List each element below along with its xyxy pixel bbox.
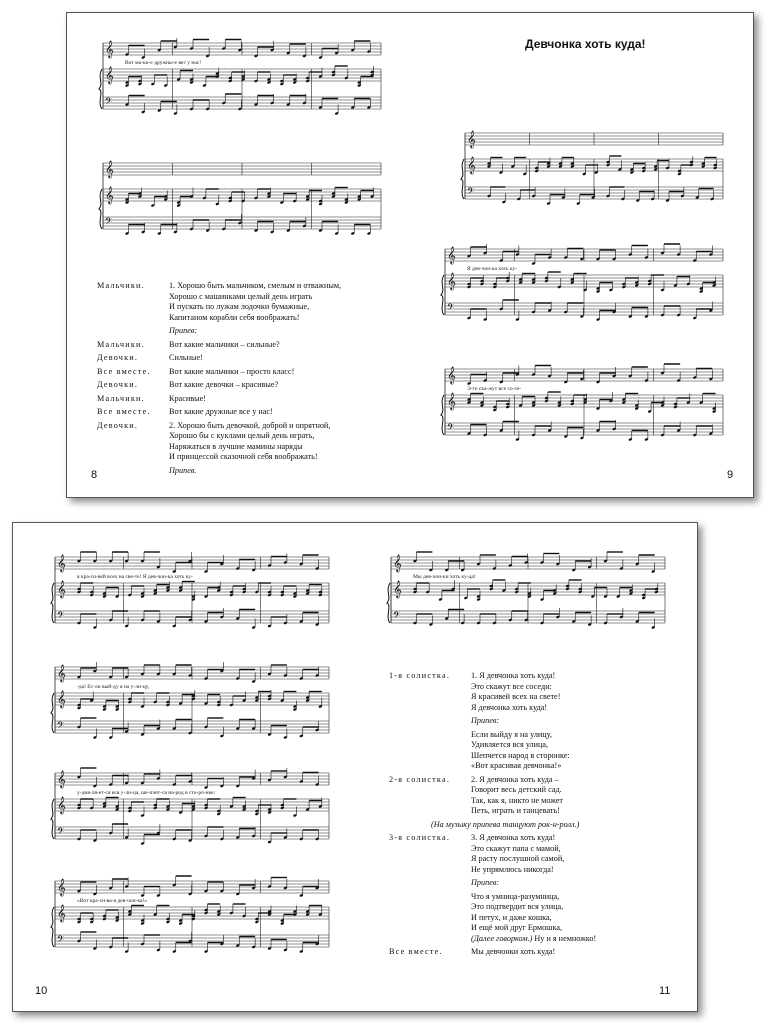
verse-line: Петь, играть и танцевать! <box>471 806 560 815</box>
verse-line: Я красивей всех на свете! <box>471 692 561 701</box>
brace <box>51 799 54 839</box>
speaker-label: Мальчики. <box>97 339 145 349</box>
verse-line: «Вот красивая девчонка!» <box>471 761 562 770</box>
lyric-line: -да! Ес-ли вый-ду я на у-ли-цу, <box>77 684 150 690</box>
stage-note: (На музыку припева танцуют рок-н-ролл.) <box>431 819 580 829</box>
speaker-label: 2-я солистка. <box>389 774 451 784</box>
verse-line: И пускать по лужам лодочки бумажные, <box>169 302 310 311</box>
speaker-label: 1-я солистка. <box>389 671 451 680</box>
bass-clef: 𝄢 <box>447 302 455 315</box>
verse-line: Капитаном корабли себя воображать! <box>169 312 300 322</box>
song-title: Девчонка хоть куда! <box>525 37 646 51</box>
brace <box>51 583 54 623</box>
treble-clef: 𝄞 <box>447 366 456 384</box>
verse-line: И петух, и даже кошка, <box>471 912 552 922</box>
verse-line: Я девчонка хоть куда! <box>471 702 548 712</box>
brace <box>51 907 54 947</box>
speaker-label: Мальчики. <box>97 281 145 290</box>
verse-line: Это подтвердит вся улица, <box>471 902 564 911</box>
spread-pages-8-9 <box>66 12 754 498</box>
verse-line: Ну и я немножко! <box>532 933 597 943</box>
speaker-label: 3-я солистка. <box>389 833 451 842</box>
verse-line: Так, как я, никто не может <box>471 795 564 805</box>
verse-line: Наряжаться в лучшие мамины наряды <box>169 441 303 451</box>
stage-direction: (Далее говорком.) <box>471 933 533 943</box>
treble-clef: 𝄞 <box>467 130 476 148</box>
verse-line: Я расту послушной самой, <box>471 854 565 863</box>
verse-line: Шепчется народ в сторонке: <box>471 750 570 760</box>
chorus-label: Припев: <box>471 878 500 887</box>
brace <box>441 395 444 435</box>
chorus-label: Припев: <box>169 326 198 335</box>
verses-page-8 <box>97 281 397 475</box>
bass-clef: 𝄢 <box>57 610 65 623</box>
verse-line: Вот какие девочки – красивые? <box>169 380 279 389</box>
page-number-8: 8 <box>91 469 98 481</box>
brace <box>461 159 464 199</box>
chorus-label: Припев. <box>169 465 197 475</box>
verse-line: Мы девчонки хоть куда! <box>471 947 556 956</box>
bass-clef: 𝄢 <box>393 610 401 623</box>
verse-line: 2. Я девчонка хоть куда – <box>471 774 559 784</box>
verse-line: 1. Я девчонка хоть куда! <box>471 671 556 680</box>
lyric-line: Я дев-чон-ка хоть ку- <box>467 266 518 272</box>
treble-clef: 𝄞 <box>57 796 66 814</box>
lyric-line: Мы дев-чон-ки хоть ку-да! <box>413 574 476 580</box>
lyric-line: Вот ма-ки-е дружны-е вес у нас! <box>125 60 202 66</box>
page-number-10: 10 <box>35 985 48 997</box>
verse-line: Это скажут папа с мамой, <box>471 843 561 853</box>
verse-line: Хорошо с машинками целый день играть <box>169 291 313 301</box>
verse-line: Сильные! <box>169 353 203 362</box>
verse-line: Красивые! <box>169 393 206 403</box>
verse-line: Если выйду я на улицу, <box>471 729 552 739</box>
treble-clef: 𝄞 <box>105 40 114 58</box>
page-number-9: 9 <box>727 469 734 481</box>
verse-line: Вот какие мальчики – просто класс! <box>169 366 295 376</box>
bass-clef: 𝄢 <box>57 826 65 839</box>
verse-line: Что я умница-разумница, <box>471 891 560 901</box>
speaker-label: Мальчики. <box>97 393 145 403</box>
speaker-label: Все вместе. <box>389 947 443 956</box>
verse-line: 3. Я девчонка хоть куда! <box>471 833 556 842</box>
verses-page-11 <box>389 671 689 956</box>
treble-clef: 𝄞 <box>447 272 456 290</box>
verse-line: И ещё мой друг Ермошка, <box>471 923 563 932</box>
treble-clef: 𝄞 <box>57 878 66 896</box>
spread-pages-10-11 <box>12 522 698 1012</box>
lyric-line: «Вот кра-си-ва-я дев-чон-ка!» <box>77 898 148 904</box>
brace <box>387 583 390 623</box>
speaker-label: Девочки. <box>97 353 139 362</box>
verse-line: Хорошо бы с куклами целый день играть, <box>169 431 315 440</box>
verse-line: Это скажут все соседи: <box>471 681 552 691</box>
brace <box>441 275 444 315</box>
speaker-label: Все вместе. <box>97 407 151 416</box>
lyric-line: Э-то ска-жут все со-се- <box>467 386 522 392</box>
bass-clef: 𝄢 <box>447 422 455 435</box>
treble-clef: 𝄞 <box>57 904 66 922</box>
chorus-label: Припев: <box>471 716 500 725</box>
speaker-label: Все вместе. <box>97 366 151 376</box>
treble-clef: 𝄞 <box>57 664 66 682</box>
treble-clef: 𝄞 <box>105 66 114 84</box>
treble-clef: 𝄞 <box>105 186 114 204</box>
speaker-label: Девочки. <box>97 420 139 430</box>
treble-clef: 𝄞 <box>393 580 402 598</box>
treble-clef: 𝄞 <box>393 554 402 572</box>
treble-clef: 𝄞 <box>57 554 66 572</box>
treble-clef: 𝄞 <box>57 690 66 708</box>
page-number-11: 11 <box>659 985 671 997</box>
bass-clef: 𝄢 <box>57 720 65 733</box>
treble-clef: 𝄞 <box>447 246 456 264</box>
treble-clef: 𝄞 <box>447 392 456 410</box>
verse-line: И принцессой сказочной себя воображать! <box>169 452 318 461</box>
bass-clef: 𝄢 <box>105 96 113 109</box>
verse-line: Удивляется вся улица, <box>471 740 549 749</box>
verse-line: Вот какие дружные все у нас! <box>169 407 273 416</box>
speaker-label: Девочки. <box>97 380 139 389</box>
bass-clef: 𝄢 <box>467 186 475 199</box>
treble-clef: 𝄞 <box>467 156 476 174</box>
bass-clef: 𝄢 <box>57 934 65 947</box>
brace <box>99 189 102 229</box>
verse-line: 2. Хорошо быть девочкой, доброй и опрятной, <box>169 420 331 430</box>
verse-line: Говорит весь детский сад. <box>471 785 562 794</box>
treble-clef: 𝄞 <box>57 580 66 598</box>
verse-line: 1. Хорошо быть мальчиком, смелым и отважным, <box>169 281 342 290</box>
lyric-line: у-див-ля-ет-ся вся у-ли-ца, ше-пчет-ся на-род в сто-ро-нке: <box>77 790 216 796</box>
verse-line: Вот какие мальчики – сильные? <box>169 339 280 349</box>
verse-line: Не упрямлюсь никогда! <box>471 864 554 874</box>
bass-clef: 𝄢 <box>105 216 113 229</box>
treble-clef: 𝄞 <box>57 770 66 788</box>
lyric-line: я кра-си-вей всех на све-те! Я дев-чон-ка хоть ку- <box>77 574 193 580</box>
brace <box>99 69 102 109</box>
treble-clef: 𝄞 <box>105 160 114 178</box>
brace <box>51 693 54 733</box>
